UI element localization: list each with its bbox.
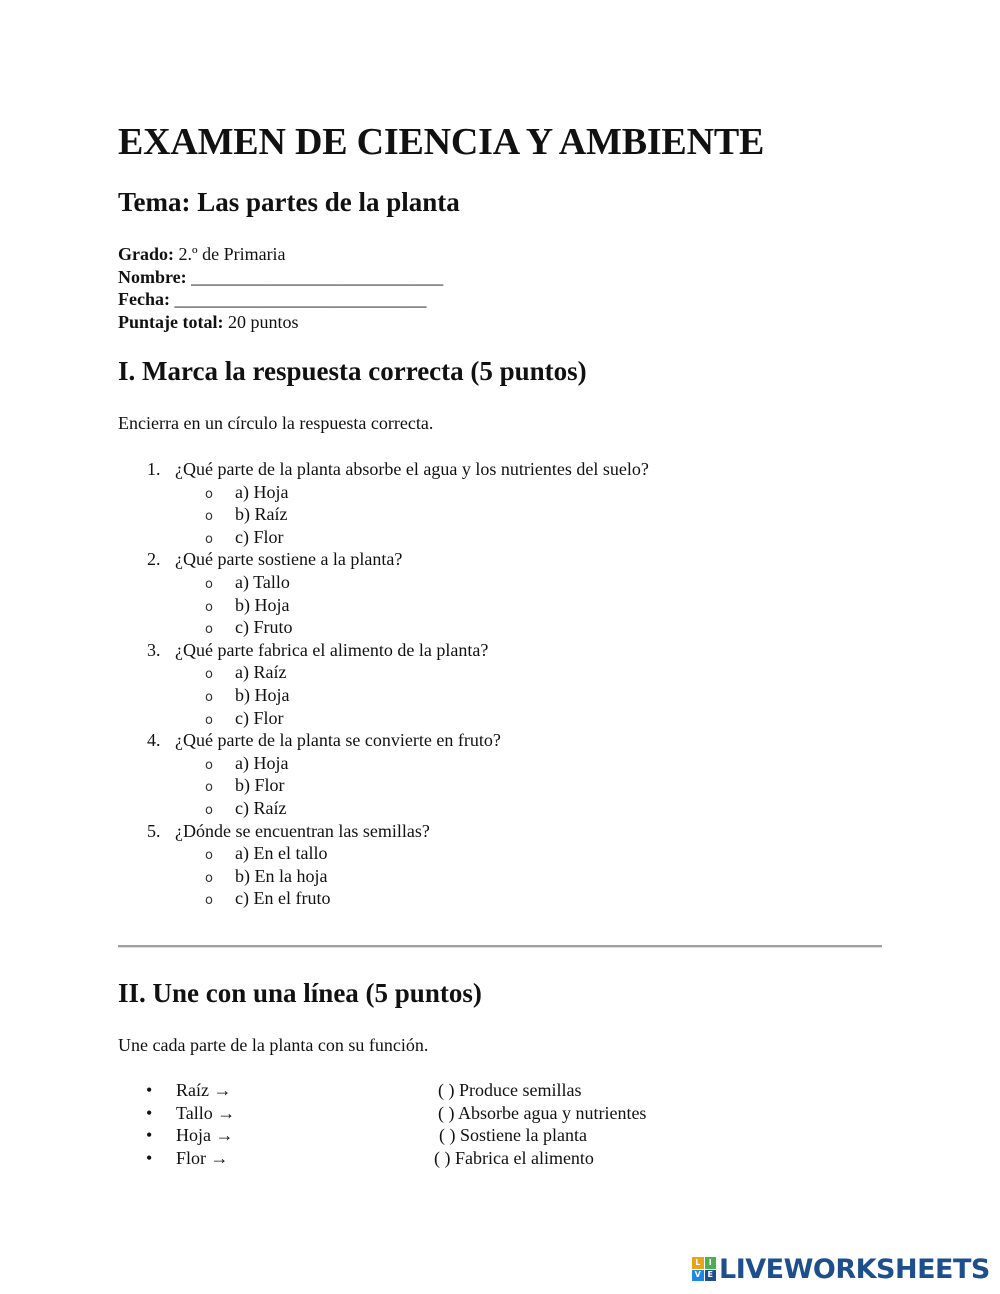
question-text: ¿Qué parte sostiene a la planta? — [175, 549, 403, 570]
liveworksheets-logo — [692, 1254, 990, 1284]
question-number: 5. — [147, 820, 161, 841]
date-label: Fecha: — [118, 289, 170, 310]
circle-bullet-icon: o — [205, 576, 213, 592]
name-row — [118, 266, 443, 289]
question-number: 4. — [147, 730, 161, 751]
bullet-icon: • — [146, 1147, 153, 1168]
plant-part[interactable]: Hoja → — [176, 1125, 234, 1146]
match-row — [118, 1079, 818, 1102]
circle-bullet-icon: o — [205, 667, 213, 683]
plant-part[interactable]: Tallo → — [176, 1102, 236, 1123]
logo-letter: I — [705, 1257, 717, 1269]
circle-bullet-icon: o — [205, 802, 213, 818]
score-value: 20 puntos — [223, 311, 299, 332]
bullet-icon: • — [146, 1125, 153, 1146]
exam-subtitle: Tema: Las partes de la planta — [118, 187, 460, 217]
option-text: b) En la hoja — [235, 865, 328, 886]
plant-part[interactable]: Raíz → — [176, 1080, 232, 1100]
section-1-instruction: Encierra en un círculo la respuesta correcta. — [118, 413, 434, 433]
question-number: 1. — [147, 459, 161, 479]
plant-function[interactable]: ( ) Absorbe agua y nutrientes — [438, 1102, 647, 1123]
section-1-title: I. Marca la respuesta correcta (5 puntos) — [118, 356, 587, 386]
question-text: ¿Qué parte de la planta absorbe el agua y los nutrientes del suelo? — [175, 459, 649, 479]
name-blank[interactable]: ____________________________ — [186, 266, 444, 287]
grade-value: 2.º de Primaria — [174, 244, 286, 264]
student-info — [118, 243, 443, 333]
liveworksheets-logo-icon — [692, 1257, 716, 1281]
section-divider — [118, 945, 882, 948]
date-blank[interactable]: ____________________________ — [169, 289, 427, 310]
logo-letter: E — [705, 1270, 717, 1282]
logo-text: LIVEWORKSHEETS — [719, 1253, 990, 1285]
circle-bullet-icon: o — [205, 757, 213, 773]
plant-function[interactable]: ( ) Fabrica el alimento — [434, 1147, 594, 1168]
question-number: 2. — [147, 549, 161, 570]
match-row — [118, 1124, 818, 1147]
circle-bullet-icon: o — [205, 712, 213, 728]
exam-title: EXAMEN DE CIENCIA Y AMBIENTE — [118, 121, 765, 163]
circle-bullet-icon: o — [205, 622, 213, 638]
circle-bullet-icon: o — [205, 893, 213, 909]
option-text: a) En el tallo — [235, 843, 328, 864]
question-number: 3. — [147, 639, 161, 660]
option-text: c) Flor — [235, 707, 284, 728]
option-text: a) Hoja — [235, 752, 289, 773]
option-text: c) Flor — [235, 526, 284, 547]
circle-bullet-icon: o — [205, 509, 213, 525]
bullet-icon: • — [146, 1080, 153, 1100]
match-row — [118, 1102, 818, 1125]
plant-part[interactable]: Flor → — [176, 1147, 229, 1168]
logo-letter: L — [692, 1257, 704, 1269]
plant-function[interactable]: ( ) Sostiene la planta — [439, 1125, 587, 1146]
option-text: b) Raíz — [235, 504, 288, 525]
option-text: b) Hoja — [235, 594, 290, 615]
option-text: c) En el fruto — [235, 888, 331, 909]
circle-bullet-icon: o — [205, 486, 213, 502]
option-text: a) Raíz — [235, 662, 287, 683]
question-text: ¿Qué parte fabrica el alimento de la planta? — [175, 639, 489, 660]
section-2-instruction: Une cada parte de la planta con su función. — [118, 1035, 429, 1055]
bullet-icon: • — [146, 1102, 153, 1123]
score-label: Puntaje total: — [118, 311, 224, 332]
option-text: c) Raíz — [235, 797, 287, 818]
circle-bullet-icon: o — [205, 848, 213, 864]
grade-label: Grado: — [118, 244, 174, 264]
option-text: b) Flor — [235, 775, 285, 796]
match-row — [118, 1147, 818, 1170]
score-row — [118, 311, 443, 334]
option-text: a) Hoja — [235, 481, 289, 502]
circle-bullet-icon: o — [205, 780, 213, 796]
question-text: ¿Qué parte de la planta se convierte en fruto? — [175, 730, 501, 751]
question-text: ¿Dónde se encuentran las semillas? — [175, 820, 430, 841]
circle-bullet-icon: o — [205, 531, 213, 547]
grade-row — [118, 243, 443, 266]
option-text: c) Fruto — [235, 617, 293, 638]
option-text: a) Tallo — [235, 571, 290, 592]
circle-bullet-icon: o — [205, 689, 213, 705]
matching-list — [118, 1079, 818, 1169]
circle-bullet-icon: o — [205, 599, 213, 615]
name-label: Nombre: — [118, 266, 187, 287]
section-2-title: II. Une con una línea (5 puntos) — [118, 978, 482, 1008]
option-text: b) Hoja — [235, 684, 290, 705]
logo-letter: V — [692, 1270, 704, 1282]
plant-function[interactable]: ( ) Produce semillas — [438, 1080, 582, 1100]
circle-bullet-icon: o — [205, 870, 213, 886]
date-row — [118, 288, 443, 311]
